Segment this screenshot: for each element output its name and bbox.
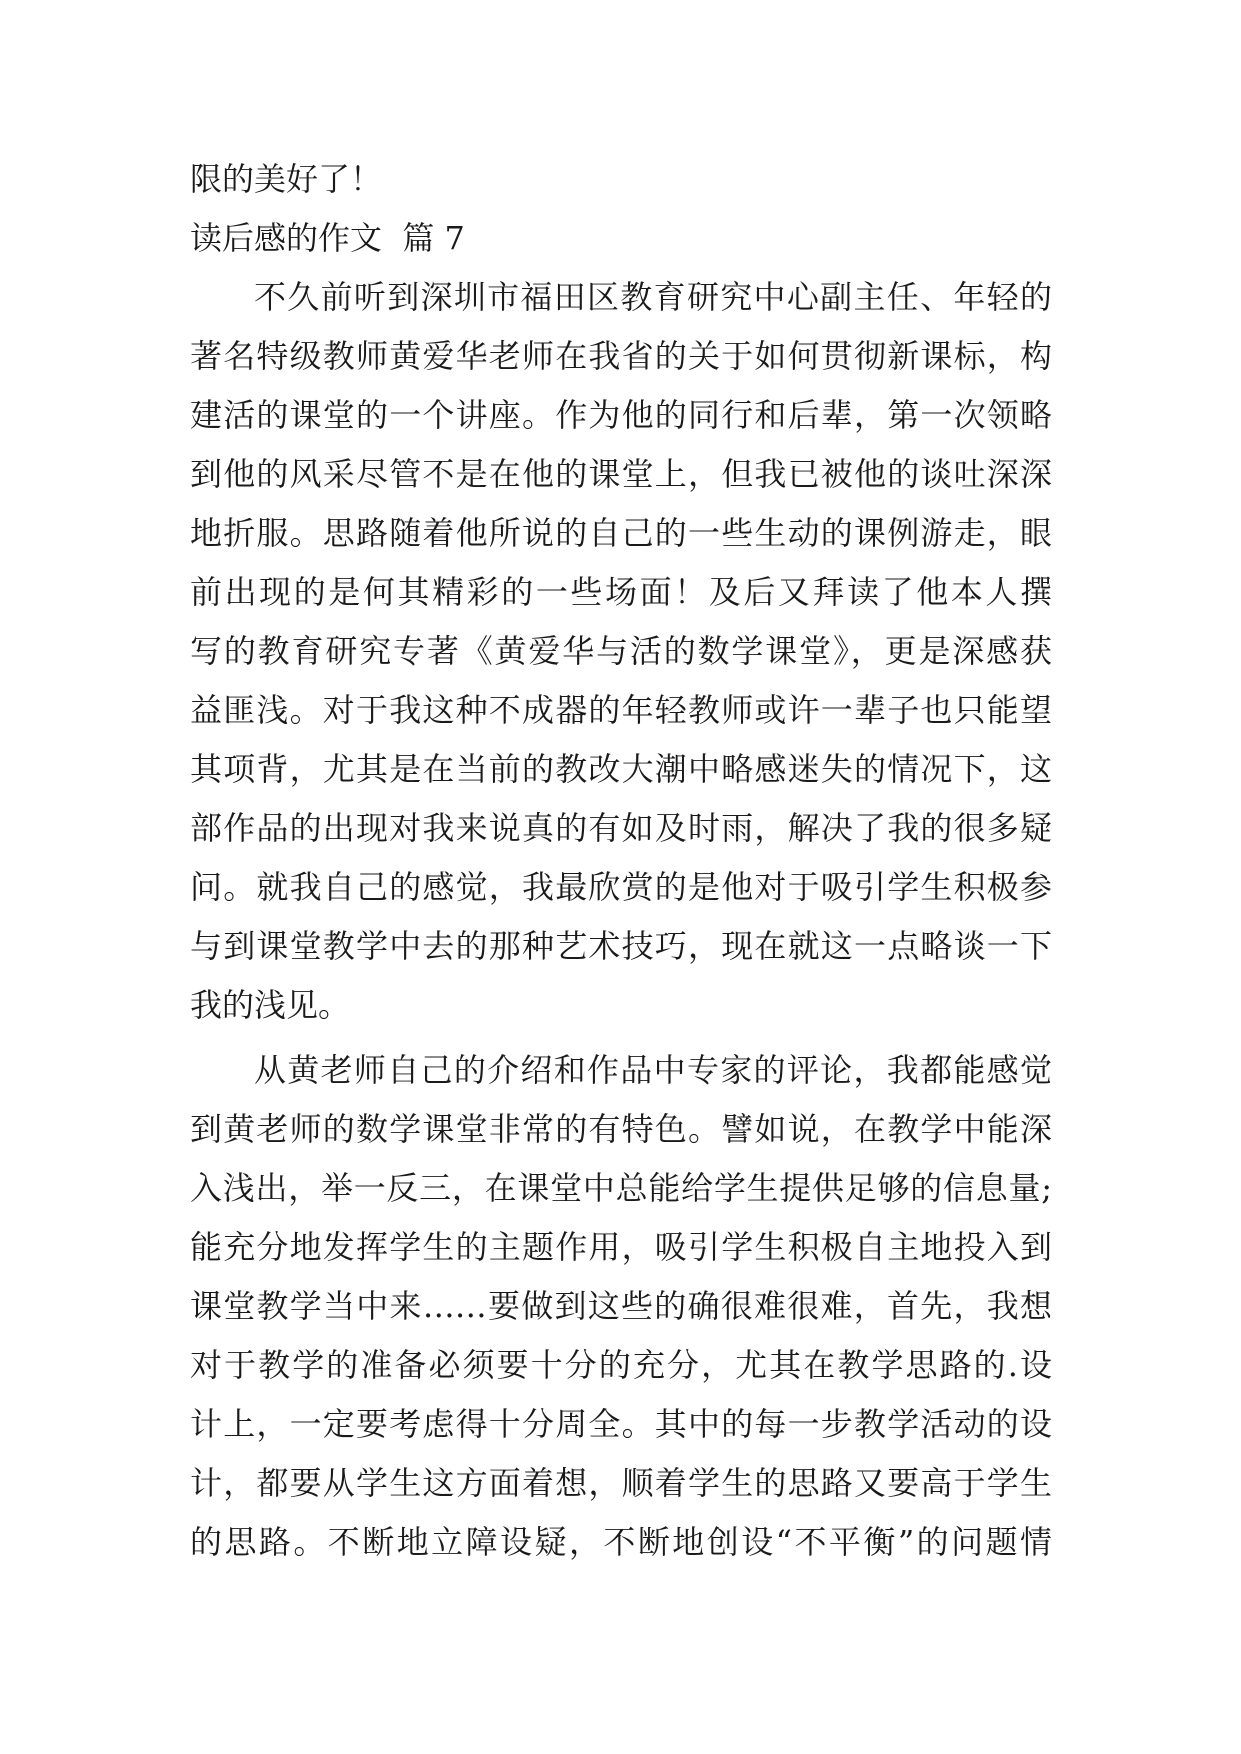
paragraph-line: 建活的课堂的一个讲座。作为他的同行和后辈，第一次领略 xyxy=(190,396,1052,434)
paragraph-line: 对于教学的准备必须要十分的充分，尤其在教学思路的.设 xyxy=(190,1346,1052,1384)
paragraph-line: 其项背，尤其是在当前的教改大潮中略感迷失的情况下，这 xyxy=(190,750,1052,788)
paragraph-line: 的思路。不断地立障设疑，不断地创设“不平衡”的问题情 xyxy=(190,1523,1052,1561)
paragraph-line: 地折服。思路随着他所说的自己的一些生动的课例游走，眼 xyxy=(190,514,1052,552)
paragraph-line: 著名特级教师黄爱华老师在我省的关于如何贯彻新课标，构 xyxy=(190,337,1052,375)
paragraph-line: 课堂教学当中来……要做到这些的确很难很难，首先，我想 xyxy=(190,1287,1052,1325)
paragraph-line: 到黄老师的数学课堂非常的有特色。譬如说，在教学中能深 xyxy=(190,1110,1052,1148)
paragraph-line: 不久前听到深圳市福田区教育研究中心副主任、年轻的 xyxy=(254,278,1052,316)
paragraph-line: 问。就我自己的感觉，我最欣赏的是他对于吸引学生积极参 xyxy=(190,868,1052,906)
paragraph-2 xyxy=(190,1041,1052,1572)
paragraph-1 xyxy=(190,268,1052,1035)
paragraph-line: 能充分地发挥学生的主题作用，吸引学生积极自主地投入到 xyxy=(190,1228,1052,1266)
continuation-line: 限的美好了！ xyxy=(190,160,383,198)
paragraph-line: 写的教育研究专著《黄爱华与活的数学课堂》，更是深感获 xyxy=(190,632,1052,670)
paragraph-line: 计上，一定要考虑得十分周全。其中的每一步教学活动的设 xyxy=(190,1405,1052,1443)
paragraph-line-last: 我的浅见。 xyxy=(190,986,351,1024)
paragraph-line: 计，都要从学生这方面着想，顺着学生的思路又要高于学生 xyxy=(190,1464,1052,1502)
paragraph-line: 部作品的出现对我来说真的有如及时雨，解决了我的很多疑 xyxy=(190,809,1052,847)
essay-heading: 读后感的作文 篇 7 xyxy=(190,219,465,257)
paragraph-line: 益匪浅。对于我这种不成器的年轻教师或许一辈子也只能望 xyxy=(190,691,1052,729)
document-page xyxy=(190,150,1052,1572)
paragraph-line: 与到课堂教学中去的那种艺术技巧，现在就这一点略谈一下 xyxy=(190,927,1052,965)
paragraph-line: 入浅出，举一反三，在课堂中总能给学生提供足够的信息量; xyxy=(190,1169,1052,1207)
paragraph-line: 从黄老师自己的介绍和作品中专家的评论，我都能感觉 xyxy=(254,1051,1052,1089)
paragraph-line: 前出现的是何其精彩的一些场面！及后又拜读了他本人撰 xyxy=(190,573,1052,611)
paragraph-line: 到他的风采尽管不是在他的课堂上，但我已被他的谈吐深深 xyxy=(190,455,1052,493)
